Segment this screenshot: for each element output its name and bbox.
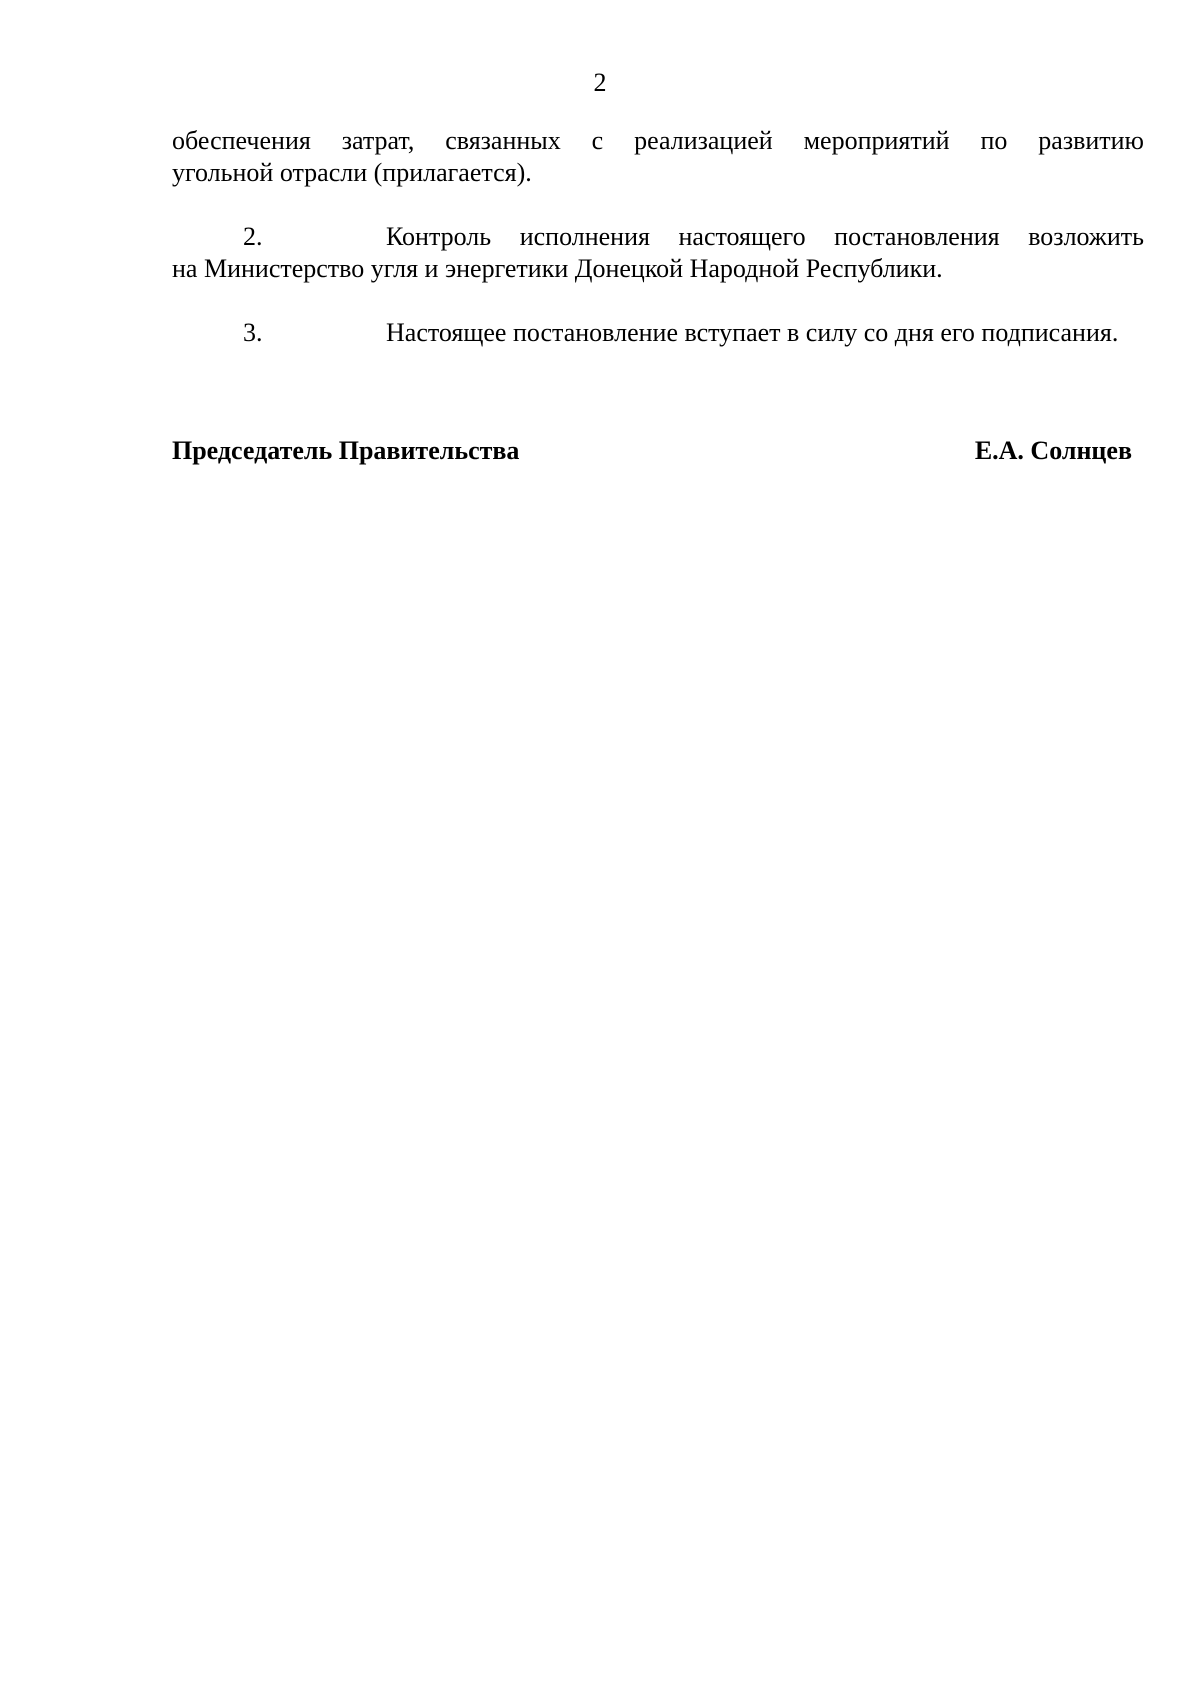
item-number: 3. — [243, 318, 263, 347]
signatory-name: Е.А. Солнцев — [974, 436, 1132, 465]
page-number: 2 — [593, 68, 607, 97]
item-number: 2. — [243, 222, 263, 251]
item-first-line — [172, 221, 1144, 253]
paragraph-line: обеспечения затрат, связанных с реализацией мероприятий по развитию — [172, 126, 1144, 155]
paragraph-item-2 — [172, 221, 1144, 285]
paragraph-line: на Министерство угля и энергетики Донецкой Народной Республики. — [172, 254, 943, 283]
item-first-line — [172, 317, 1144, 349]
signatory-position: Председатель Правительства — [172, 436, 520, 465]
paragraph-continuation — [172, 125, 1144, 189]
paragraph-item-3 — [172, 317, 1144, 349]
signature-block — [172, 435, 1132, 467]
paragraph-line: угольной отрасли (прилагается). — [172, 158, 532, 187]
item-text: Настоящее постановление вступает в силу со дня его подписания. — [386, 318, 1119, 347]
item-text: Контроль исполнения настоящего постановления возложить — [386, 222, 1144, 251]
